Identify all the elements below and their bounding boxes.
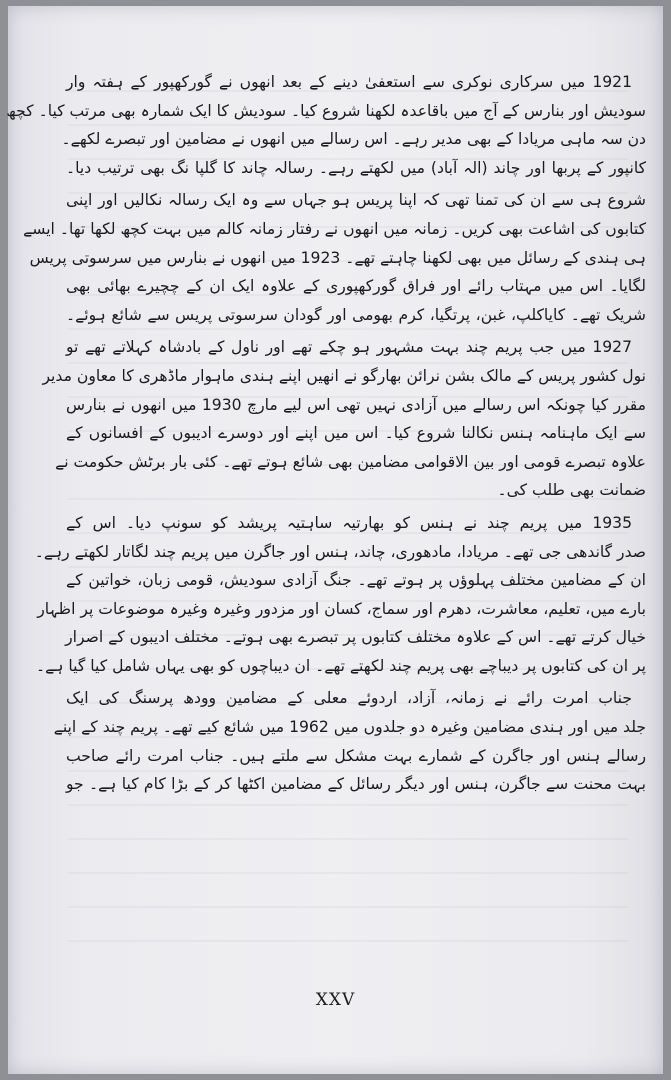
- text-line: پر ان کی کتابوں پر دیباچے بھی پریم چند لکھتے تھے۔ ان دیباچوں کو بھی یہاں شامل کیا گیا ہے۔: [36, 656, 646, 675]
- text-line: جناب امرت رائے نے زمانہ، آزاد، اردوئے معلی کے مضامین وودھ پرسنگ کی ایک: [66, 689, 632, 708]
- text-line: رسالے ہنس اور جاگرن کے شمارے بہت مشکل سے ملتے ہیں۔ جناب امرت رائے صاحب: [66, 746, 646, 765]
- text-line: کانپور کے پربھا اور چاند (الہ آباد) میں لکھتے رہے۔ رسالہ چاند کا گلپا نگ بھی ترتیب دیا۔: [66, 158, 646, 177]
- text-line: 1927 میں جب پریم چند بہت مشہور ہو چکے تھے اور ناول کے بادشاہ کہلاتے تھے تو: [66, 338, 632, 357]
- paragraph: [42, 333, 646, 505]
- body-text: [6, 68, 646, 803]
- text-line: نول کشور پریس کے مالک بشن نرائن بھارگو نے انھیں اپنے ہندی ماہوار ماڈھری کا معاون مدیر: [42, 366, 646, 385]
- text-line: مقرر کیا چونکہ اس رسالے میں آزادی نہیں تھی اس لیے مارچ 1930 میں انھوں نے بنارس: [66, 395, 646, 414]
- text-line: ہی ہندی کے رسائل میں بھی لکھنا چاہتے تھے۔ 1923 میں انھوں نے بنارس میں سرسوتی پریس: [29, 248, 646, 267]
- text-line: کتابوں کی اشاعت بھی کریں۔ زمانہ میں انھوں نے رفتار زمانہ کالم میں بہت کچھ لکھا تھا۔ ایسے: [23, 219, 646, 238]
- text-line: شریک تھے۔ کایاکلپ، غبن، پرتگیا، کرم بھومی اور گودان سرسوتی پریس سے شائع ہوئے۔: [66, 305, 646, 324]
- text-line: دن سہ ماہی مریادا کے بھی مدیر رہے۔ اس رسالے میں انھوں نے مضامین اور تبصرے لکھے۔: [61, 130, 646, 149]
- text-line: لگایا۔ اس میں مہتاب رائے اور فراق گورکھپوری کے علاوہ ایک ان کے چچیرے بھائی بھی: [66, 277, 646, 296]
- text-line: بارے میں، تعلیم، معاشرت، دھرم اور سماج، کسان اور مزدور وغیرہ وغیرہ موضوعات پر اظہار: [37, 599, 646, 618]
- text-line: خیال کرتے تھے۔ اس کے علاوہ مختلف کتابوں پر تبصرے بھی ہوتے۔ مختلف ادیبوں کے اصرار: [65, 628, 646, 647]
- text-line: شروع ہی سے ان کی تمنا تھی کہ اپنا پریس ہو جہاں سے وہ ایک رسالہ نکالیں اور اپنی: [66, 191, 646, 210]
- paragraph: [34, 509, 646, 681]
- book-page: [8, 6, 663, 1074]
- text-line: صدر گاندھی جی تھے۔ مریادا، مادھوری، چاند، ہنس اور جاگرن میں پریم چند لگاتار لکھتے رہے۔: [34, 542, 646, 561]
- text-line: 1921 میں سرکاری نوکری سے استعفیٰ دینے کے بعد انھوں نے گورکھپور کے ہفتہ وار: [66, 73, 632, 91]
- text-line: جلد میں اور ہندی مضامین وغیرہ دو جلدوں میں 1962 میں شائع کیے تھے۔ پریم چند کے اپنے: [53, 718, 646, 737]
- text-line: ضمانت بھی طلب کی۔: [497, 481, 646, 500]
- paragraph: [23, 186, 646, 329]
- text-line: ان کے مضامین مختلف پہلوؤں پر ہوتے تھے۔ جنگ آزادی سودیش، قومی زبان، خواتین کے: [66, 571, 646, 590]
- text-line: 1935 میں پریم چند نے ہنس کو بھارتیہ ساہتیہ پریشد کو سونپ دیا۔ اس کے: [66, 513, 632, 532]
- page-number: XXV: [315, 990, 356, 1010]
- text-line: علاوہ تبصرے قومی اور بین الاقوامی مضامین بھی شائع ہوتے تھے۔ کئی بار برٹش حکومت نے: [55, 452, 646, 471]
- text-line: بہت محنت سے جاگرن، ہنس اور دیگر رسائل کے مضامین اکٹھا کر کے بڑا کام کیا ہے۔ جو: [66, 775, 646, 794]
- paragraph: [6, 68, 646, 182]
- text-line: سے ایک ماہنامہ ہنس نکالنا شروع کیا۔ اس میں اپنے اور دوسرے ادیبوں کے افسانوں کے: [66, 424, 646, 443]
- paragraph: [53, 684, 646, 798]
- text-line: سودیش اور بنارس کے آج میں باقاعدہ لکھنا شروع کیا۔ سودیش کا ایک شمارہ بھی مرتب کیا۔ کچھ: [6, 101, 646, 120]
